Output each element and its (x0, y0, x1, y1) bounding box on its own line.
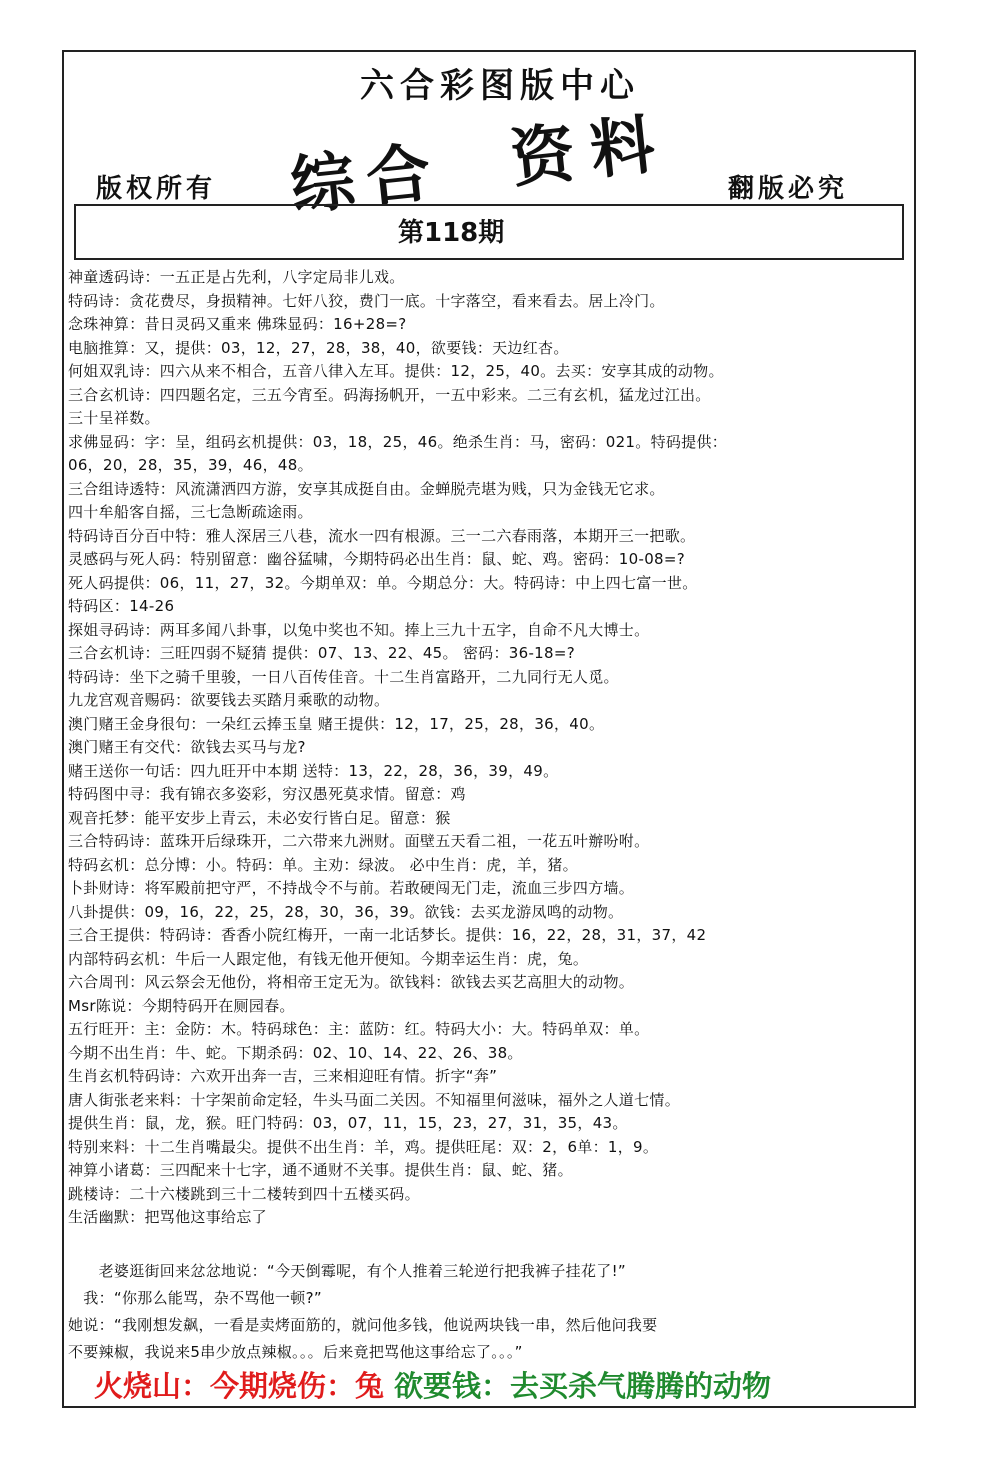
content-line: 内部特码玄机：牛后一人跟定他，有钱无他开便知。今期幸运生肖：虎，兔。 (68, 949, 589, 968)
story-line: 老婆逛街回来忿忿地说：“今天倒霉呢，有个人推着三轮逆行把我裤子挂花了!” (68, 1262, 626, 1280)
footer-green-text: 欲要钱：去买杀气腾腾的动物 (394, 1369, 772, 1403)
content-line: 三合王提供：特码诗：香香小院红梅开，一南一北话梦长。提供：16，22，28，31，37，42 (68, 926, 707, 944)
content-line: 神算小诸葛：三四配来十七字，通不通财不关事。提供生肖：鼠、蛇、猪。 (68, 1161, 573, 1179)
content-line: 澳门赌王有交代：欲钱去买马与龙? (68, 738, 306, 756)
content-line: 电脑推算：又，提供：03，12，27，28，38，40，欲要钱：天边红杏。 (68, 338, 569, 357)
content-line: 念珠神算：昔日灵码又重来 佛珠显码：16+28=? (68, 315, 407, 333)
content-line: 生活幽默：把骂他这事给忘了 (68, 1208, 267, 1226)
story-line: 不要辣椒，我说来5串少放点辣椒。。。后来竟把骂他这事给忘了。。。” (68, 1343, 523, 1361)
story-line: 我：“你那么能骂，杂不骂他一顿?” (68, 1289, 322, 1307)
content-line: 何姐双乳诗：四六从来不相合，五音八律入左耳。提供：12，25，40。去买：安享其成的动物。 (68, 362, 724, 380)
content-line: 特码区：14-26 (68, 597, 175, 615)
content-line: 今期不出生肖：牛、蛇。下期杀码：02、10、14、22、26、38。 (68, 1043, 523, 1062)
content-line: 三十呈祥数。 (68, 409, 160, 427)
content-line: 五行旺开：主：金防：木。特码球色：主：蓝防：红。特码大小：大。特码单双：单。 (68, 1020, 650, 1038)
story-line: 她说：“我刚想发飙，一看是卖烤面筋的，就问他多钱，他说两块钱一串，然后他问我要 (68, 1316, 658, 1334)
content-line: 特码诗：贪花费尽，身损精神。七奸八狡，费门一底。十字落空，看来看去。居上冷门。 (68, 291, 665, 310)
footer-banner (94, 1364, 771, 1405)
content-line: 澳门赌王金身很句：一朵红云捧玉皇 赌王提供：12，17，25，28，36，40。 (68, 714, 605, 733)
content-line: 三合组诗透特：风流潇洒四方游，安享其成挺自由。金蝉脱壳堪为贱，只为金钱无它求。 (68, 479, 665, 498)
content-line: 神童透码诗：一五正是占先利，八字定局非儿戏。 (68, 268, 405, 286)
content-line: 提供生肖：鼠，龙，猴。旺门特码：03，07，11，15，23，27，31，35，43。 (68, 1114, 628, 1132)
masthead-title: 六合彩图版中心 (360, 66, 640, 106)
content-line: 探姐寻码诗：两耳多闻八卦事，以兔中奖也不知。捧上三九十五字，自命不凡大博士。 (68, 620, 650, 639)
content-line: 特别来料：十二生肖嘴最尖。提供不出生肖：羊，鸡。提供旺尾：双：2，6单：1，9。 (68, 1137, 659, 1156)
content-line: 唐人街张老来料：十字架前命定轻，牛头马面二关因。不知福里何滋味，福外之人道七情。 (68, 1090, 681, 1109)
humor-story (68, 1258, 908, 1366)
content-line: 灵感码与死人码：特别留意：幽谷猛啸，今期特码必出生肖：鼠、蛇、鸡。密码：10-08=? (68, 550, 686, 568)
content-line: 死人码提供：06，11，27，32。今期单双：单。今期总分：大。特码诗：中上四七富一世。 (68, 573, 698, 592)
content-line: 六合周刊：风云祭会无他份，将相帝王定无为。欲钱料：欲钱去买艺高胆大的动物。 (68, 973, 635, 991)
issue-number: 第118期 (398, 218, 505, 248)
content-line: 特码图中寻：我有锦衣多姿彩，穷汉愚死莫求情。留意：鸡 (68, 785, 466, 803)
content-line: 跳楼诗：二十六楼跳到三十二楼转到四十五楼买码。 (68, 1184, 420, 1203)
copyright-note: 版权所有 (96, 174, 217, 204)
content-line: 赌王送你一句话：四九旺开中本期 送特：13，22，28，36，39，49。 (68, 761, 559, 780)
content-line: 八卦提供：09，16，22，25，28，30，36，39。欲钱：去买龙游凤鸣的动物。 (68, 902, 624, 921)
content-line: 06，20，28，35，39，46，48。 (68, 456, 313, 474)
content-line: 观音托梦：能平安步上青云，未必安行皆白足。留意：猴 (68, 808, 451, 827)
content-line: 四十牟船客自摇，三七急断疏途雨。 (68, 503, 313, 521)
main-title-left: 综合 (287, 134, 447, 225)
content-line: 特码玄机：总分博：小。特码：单。主劝：绿波。 必中生肖：虎，羊，猪。 (68, 855, 578, 874)
content-line: Msr陈说：今期特码开在厕园春。 (68, 996, 295, 1015)
content-line: 九龙宫观音赐码：欲要钱去买踏月乘歌的动物。 (68, 691, 390, 709)
content-line: 三合玄机诗：三旺四弱不疑猜 提供：07、13、22、45。 密码：36-18=? (68, 644, 576, 662)
content-line: 特码诗：坐下之骑千里骏，一日八百传佳音。十二生肖富路开，二九同行无人觅。 (68, 667, 619, 686)
content-line: 卜卦财诗：将军殿前把守严，不持战令不与前。若敢硬闯无门走，流血三步四方墙。 (68, 879, 635, 897)
content-line: 三合玄机诗：四四题名定，三五今宵至。码海扬帆开，一五中彩来。二三有玄机，猛龙过江出。 (68, 385, 711, 404)
content-line: 三合特码诗：蓝珠开后绿珠开，二六带来九洲财。面壁五天看二祖，一花五叶辦吩咐。 (68, 832, 650, 850)
content-line: 特码诗百分百中特：雅人深居三八巷，流水一四有根源。三一二六春雨落，本期开三一把歌。 (68, 526, 696, 545)
content-line: 生肖玄机特码诗：六欢开出奔一吉，三来相迎旺有情。折字“奔” (68, 1067, 498, 1085)
no-reprint-note: 翻版必究 (728, 174, 849, 204)
footer-red-text: 火烧山：今期烧伤：兔 (94, 1369, 385, 1403)
content-lines (68, 266, 908, 1230)
main-title-right: 资料 (507, 105, 675, 198)
content-line: 求佛显码：字：呈，组码玄机提供：03，18，25，46。绝杀生肖：马，密码：021。特码提供： (68, 432, 728, 451)
